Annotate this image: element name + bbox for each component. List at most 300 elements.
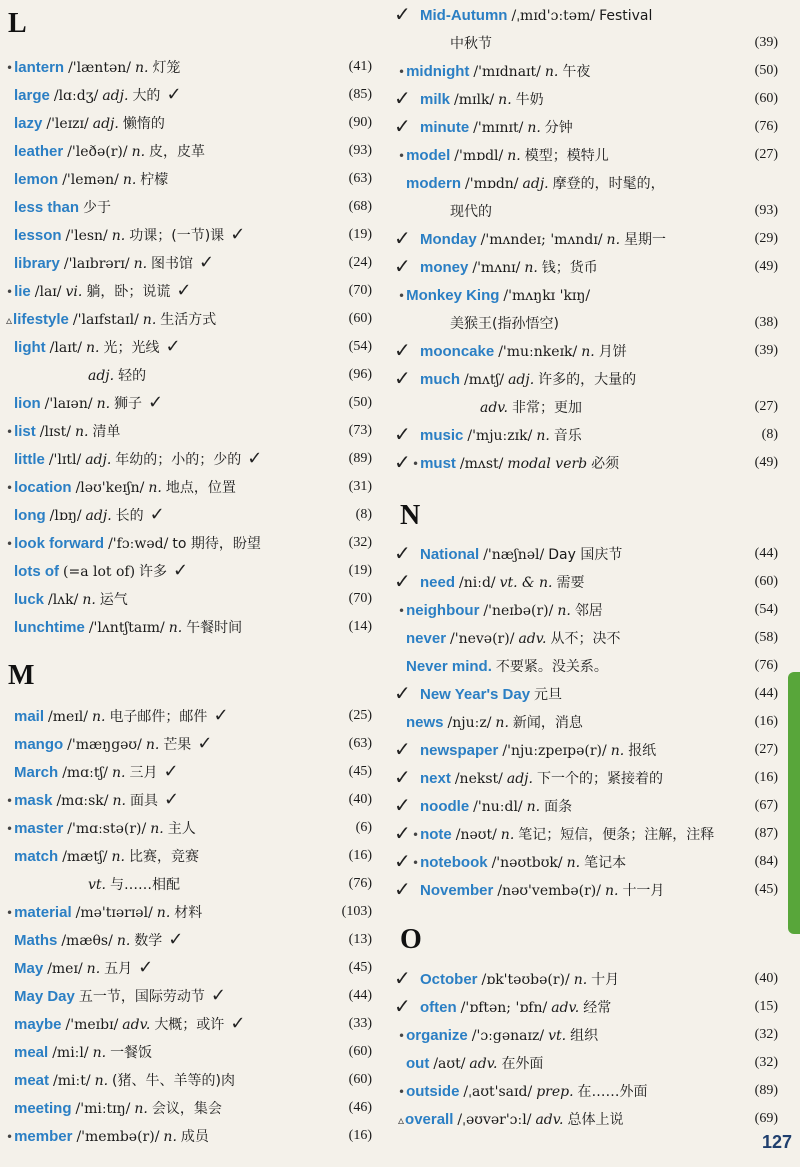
phonetic: /'laɪən/ — [44, 396, 93, 412]
dictionary-entry — [406, 1052, 543, 1074]
dictionary-entry — [406, 627, 620, 649]
dictionary-entry — [420, 424, 582, 446]
phonetic: /nəʊt/ — [455, 827, 497, 843]
meaning: 成员 — [180, 1129, 209, 1145]
page-ref: (39) — [754, 35, 778, 50]
page-ref: (89) — [754, 1083, 778, 1098]
dictionary-entry — [14, 929, 183, 951]
dictionary-entry — [420, 879, 664, 901]
dictionary-entry — [14, 1097, 222, 1119]
part-of-speech: n. — [116, 933, 131, 949]
meaning: 芒果 — [163, 737, 192, 753]
headword: National — [420, 546, 480, 563]
part-of-speech: n. — [495, 715, 509, 731]
check-mark: ✓ — [176, 280, 192, 301]
meaning: 与……相配 — [110, 877, 180, 893]
headword: mail — [14, 708, 45, 725]
meaning: 主人 — [167, 821, 196, 837]
part-of-speech: n. — [566, 855, 581, 871]
dictionary-entry — [6, 420, 120, 442]
entry-bullet: • — [6, 61, 14, 75]
dictionary-entry — [84, 364, 146, 386]
phonetic: /'leðə(r)/ — [67, 144, 128, 160]
part-of-speech: n. — [163, 1129, 177, 1145]
part-of-speech: n. — [112, 765, 126, 781]
page-ref: (25) — [348, 708, 372, 723]
headword: look forward — [14, 535, 105, 552]
dictionary-entry — [446, 32, 492, 54]
section-letter-o: O — [400, 924, 422, 955]
dictionary-entry — [406, 711, 583, 733]
page-ref: (54) — [348, 339, 372, 354]
check-mark: ✓ — [163, 761, 179, 782]
dictionary-entry — [14, 705, 229, 727]
part-of-speech: n. — [604, 883, 619, 899]
dictionary-entry — [420, 543, 622, 565]
page-ref: (31) — [348, 479, 372, 494]
headword: mask — [14, 792, 53, 809]
meaning: 星期一 — [624, 232, 667, 248]
meaning: 一餐饭 — [110, 1045, 153, 1061]
meaning: 三月 — [129, 765, 158, 781]
meaning: 组织 — [570, 1028, 599, 1044]
meaning: 十一月 — [622, 883, 665, 899]
entry-bullet: ▵ — [398, 1113, 405, 1127]
dictionary-entry — [14, 112, 165, 134]
part-of-speech: n. — [122, 172, 137, 188]
page-ref: (45) — [348, 764, 372, 779]
dictionary-entry — [406, 172, 665, 194]
entry-bullet: • — [398, 1085, 406, 1099]
headword: match — [14, 848, 59, 865]
headword: library — [14, 255, 60, 272]
headword: lantern — [14, 59, 65, 76]
entry-bullet: • — [6, 906, 14, 920]
dictionary-entry — [6, 789, 179, 811]
page-ref: (60) — [754, 574, 778, 589]
meaning: Festival — [599, 8, 653, 24]
meaning: 牛奶 — [515, 92, 544, 108]
phonetic: /'mɑːstə(r)/ — [67, 821, 147, 837]
phonetic: /ˌəʊvər'ɔːl/ — [457, 1112, 532, 1128]
meaning: 下一个的；紧接着的 — [536, 771, 663, 787]
part-of-speech: n. — [573, 972, 588, 988]
headword: often — [420, 999, 457, 1016]
headword: mango — [14, 736, 64, 753]
phonetic: /'miːtɪŋ/ — [75, 1101, 131, 1117]
headword: May Day — [14, 988, 75, 1005]
page-ref: (19) — [348, 563, 372, 578]
meaning: 新闻，消息 — [512, 715, 583, 731]
phonetic: /mætʃ/ — [62, 849, 108, 865]
part-of-speech: n. — [581, 344, 595, 360]
headword: lemon — [14, 171, 59, 188]
meaning: 在……外面 — [577, 1084, 648, 1100]
entry-bullet: • — [6, 794, 14, 808]
dictionary-entry — [420, 996, 611, 1018]
phonetic: /nəʊ'vembə(r)/ — [497, 883, 601, 899]
phonetic: /mɪlk/ — [454, 92, 495, 108]
page-ref: (44) — [754, 686, 778, 701]
check-mark: ✓ — [197, 733, 213, 754]
headword: milk — [420, 91, 451, 108]
headword: material — [14, 904, 72, 921]
dictionary-entry — [14, 733, 212, 755]
check-mark: ✓ — [394, 541, 411, 565]
meaning: 狮子 — [114, 396, 143, 412]
dictionary-entry — [420, 340, 627, 362]
phonetic: /'mʌndeɪ; 'mʌndɪ/ — [480, 232, 603, 248]
phonetic: /'membə(r)/ — [76, 1129, 160, 1145]
entry-bullet: • — [6, 285, 14, 299]
page-ref: (29) — [754, 231, 778, 246]
phonetic: /ˌaʊt'saɪd/ — [463, 1084, 533, 1100]
phonetic: /'mɪnɪt/ — [473, 120, 524, 136]
part-of-speech: n. — [96, 396, 111, 412]
headword: location — [14, 479, 72, 496]
meaning: 大概；或许 — [154, 1017, 225, 1033]
phonetic: /'ɒftən; 'ɒfn/ — [460, 1000, 548, 1016]
page-ref: (13) — [348, 932, 372, 947]
part-of-speech: n. — [168, 620, 183, 636]
page-ref: (16) — [348, 1128, 372, 1143]
meaning: 摩登的，时髦的， — [552, 176, 665, 192]
dictionary-entry — [6, 280, 191, 302]
meaning: 午夜 — [562, 64, 591, 80]
part-of-speech: adj. — [522, 176, 549, 192]
dictionary-entry — [14, 957, 153, 979]
dictionary-entry — [420, 795, 572, 817]
dictionary-entry — [398, 284, 590, 306]
page-ref: (24) — [348, 255, 372, 270]
part-of-speech: adv. — [480, 400, 509, 416]
check-mark: ✓ — [394, 86, 411, 110]
dictionary-entry — [420, 683, 562, 705]
meaning: 五一节，国际劳动节 — [78, 989, 205, 1005]
check-mark: ✓ — [199, 252, 215, 273]
headword: lots of — [14, 563, 59, 580]
page-ref: (93) — [348, 143, 372, 158]
page-ref: (68) — [348, 199, 372, 214]
meaning: 功课；(一节)课 — [129, 228, 225, 244]
part-of-speech: n. — [524, 260, 538, 276]
phonetic: /'ɔːgənaɪz/ — [471, 1028, 545, 1044]
page-ref: (89) — [348, 451, 372, 466]
headword: need — [420, 574, 456, 591]
check-mark: ✓ — [166, 84, 182, 105]
check-mark: ✓ — [394, 681, 411, 705]
phonetic: /'nevə(r)/ — [450, 631, 515, 647]
part-of-speech: n. — [527, 120, 541, 136]
part-of-speech: adj. — [508, 372, 535, 388]
part-of-speech: n. — [526, 799, 541, 815]
dictionary-entry — [6, 308, 216, 330]
page-ref: (96) — [348, 367, 372, 382]
meaning: 长的 — [115, 508, 144, 524]
section-letter-n: N — [400, 500, 421, 531]
page-ref: (87) — [754, 826, 778, 841]
section-letter-l: L — [8, 8, 27, 39]
headword: modern — [406, 175, 462, 192]
page-ref: (84) — [754, 854, 778, 869]
page-ref: (16) — [754, 714, 778, 729]
meaning: 在外面 — [501, 1056, 544, 1072]
page-ref: (60) — [348, 1044, 372, 1059]
dictionary-entry — [6, 817, 196, 839]
check-mark: ✓ — [230, 224, 246, 245]
page-ref: (54) — [754, 602, 778, 617]
entry-bullet: • — [398, 65, 406, 79]
part-of-speech: n. — [112, 793, 126, 809]
entry-bullet: • — [398, 604, 406, 618]
part-of-speech: n. — [142, 312, 157, 328]
section-letter-m: M — [8, 660, 35, 691]
meaning: 面具 — [129, 793, 158, 809]
part-of-speech: n. — [94, 1073, 109, 1089]
phonetic: /mɑːtʃ/ — [62, 765, 109, 781]
page-ref: (49) — [754, 455, 778, 470]
headword: music — [420, 427, 464, 444]
page-ref: (93) — [754, 203, 778, 218]
headword: lazy — [14, 115, 43, 132]
meaning: 经常 — [583, 1000, 612, 1016]
entry-bullet: • — [398, 1029, 406, 1043]
phonetic: /'lesn/ — [65, 228, 108, 244]
part-of-speech: adv. — [469, 1056, 498, 1072]
part-of-speech: n. — [82, 592, 96, 608]
part-of-speech: prep. — [536, 1084, 574, 1100]
check-mark: ✓ — [394, 849, 411, 873]
dictionary-entry — [6, 1125, 209, 1147]
page-ref: (38) — [754, 315, 778, 330]
phonetic: /'meɪbɪ/ — [65, 1017, 119, 1033]
headword: little — [14, 451, 45, 468]
entry-bullet: • — [398, 289, 406, 303]
dictionary-entry — [6, 56, 180, 78]
page-ref: (70) — [348, 591, 372, 606]
headword: meeting — [14, 1100, 72, 1117]
page-ref: (103) — [341, 904, 372, 919]
part-of-speech: adj. — [85, 508, 112, 524]
dictionary-entry — [14, 140, 205, 162]
check-mark: ✓ — [149, 504, 165, 525]
dictionary-entry — [398, 1024, 598, 1046]
headword: leather — [14, 143, 64, 160]
dictionary-entry — [420, 767, 663, 789]
phonetic: /meɪ/ — [47, 961, 83, 977]
headword: minute — [420, 119, 470, 136]
headword: lion — [14, 395, 41, 412]
phonetic: /mɑːsk/ — [56, 793, 109, 809]
part-of-speech: n. — [557, 603, 571, 619]
meaning: 非常；更加 — [512, 400, 583, 416]
entry-bullet: ▵ — [6, 313, 13, 327]
dictionary-entry — [14, 985, 226, 1007]
page-ref: (63) — [348, 171, 372, 186]
dictionary-entry — [406, 655, 608, 677]
phonetic: /'læntən/ — [68, 60, 131, 76]
check-mark: ✓ — [394, 793, 411, 817]
part-of-speech: n. — [148, 480, 162, 496]
meaning: 报纸 — [628, 743, 657, 759]
phonetic: /'laɪbrərɪ/ — [63, 256, 130, 272]
dictionary-entry — [420, 4, 652, 26]
check-mark: ✓ — [247, 448, 263, 469]
headword: must — [420, 455, 456, 472]
entry-bullet: • — [6, 1130, 14, 1144]
dictionary-entry — [14, 168, 168, 190]
check-mark: ✓ — [394, 877, 411, 901]
part-of-speech: vt. & n. — [499, 575, 553, 591]
meaning: 五月 — [104, 961, 133, 977]
headword: money — [420, 259, 469, 276]
dictionary-entry — [14, 560, 188, 582]
headword: lesson — [14, 227, 62, 244]
phonetic: /ˌmɪd'ɔːtəm/ — [511, 8, 596, 24]
page-ref: (70) — [348, 283, 372, 298]
part-of-speech: vt. — [88, 877, 106, 893]
headword: May — [14, 960, 44, 977]
page-ref: (39) — [754, 343, 778, 358]
page-ref: (50) — [348, 395, 372, 410]
phonetic: /'laɪfstaɪl/ — [72, 312, 139, 328]
phonetic: /mæθs/ — [61, 933, 113, 949]
meaning: 比赛，竞赛 — [128, 849, 199, 865]
meaning: 笔记本 — [584, 855, 627, 871]
check-mark: ✓ — [394, 450, 411, 474]
page-ref: (60) — [754, 91, 778, 106]
check-mark: ✓ — [148, 392, 164, 413]
dictionary-entry — [420, 228, 666, 250]
page-ref: (73) — [348, 423, 372, 438]
phonetic: /'mɒdn/ — [465, 176, 519, 192]
entry-bullet: • — [6, 425, 14, 439]
page-ref: (27) — [754, 399, 778, 414]
meaning: 年幼的；小的；少的 — [115, 452, 242, 468]
part-of-speech: adj. — [506, 771, 533, 787]
entry-bullet: • — [412, 828, 420, 842]
meaning: 中秋节 — [450, 36, 492, 52]
check-mark: ✓ — [394, 994, 411, 1018]
headword: mooncake — [420, 343, 495, 360]
page-ref: (27) — [754, 147, 778, 162]
headword: news — [406, 714, 444, 731]
dictionary-entry — [420, 256, 598, 278]
page-ref: (19) — [348, 227, 372, 242]
part-of-speech: adj. — [88, 368, 115, 384]
page-ref: (69) — [754, 1111, 778, 1126]
page-ref: (60) — [348, 311, 372, 326]
dictionary-entry — [14, 196, 111, 218]
phonetic: /'mʌnɪ/ — [472, 260, 521, 276]
meaning: 总体上说 — [567, 1112, 624, 1128]
page-ref: (8) — [761, 427, 778, 442]
meaning: 月饼 — [598, 344, 627, 360]
dictionary-entry — [14, 1041, 152, 1063]
meaning: 光；光线 — [103, 340, 160, 356]
headword: outside — [406, 1083, 460, 1100]
dictionary-entry — [14, 588, 128, 610]
phonetic: /ləʊ'keɪʃn/ — [75, 480, 145, 496]
page-ref: (32) — [348, 535, 372, 550]
check-mark: ✓ — [394, 765, 411, 789]
phonetic: /'lemən/ — [62, 172, 119, 188]
dictionary-entry — [6, 532, 261, 554]
phonetic: /'mɒdl/ — [454, 148, 504, 164]
part-of-speech: vi. — [65, 284, 83, 300]
headword: Maths — [14, 932, 58, 949]
headword: lie — [14, 283, 31, 300]
dictionary-entry — [14, 84, 182, 106]
dictionary-entry — [420, 88, 544, 110]
dictionary-entry — [14, 392, 163, 414]
headword: lifestyle — [13, 311, 69, 328]
dictionary-entry — [420, 116, 573, 138]
dictionary-entry — [14, 761, 179, 783]
meaning: 模型；模特儿 — [524, 148, 609, 164]
check-mark: ✓ — [165, 336, 181, 357]
headword: overall — [405, 1111, 454, 1128]
meaning: 躺，卧；说谎 — [86, 284, 171, 300]
headword: meat — [14, 1072, 50, 1089]
dictionary-entry — [398, 1108, 623, 1130]
part-of-speech: adv. — [535, 1112, 564, 1128]
dictionary-entry — [14, 336, 181, 358]
meaning: 必须 — [591, 456, 620, 472]
meaning: 需要 — [556, 575, 585, 591]
entry-bullet: • — [6, 822, 14, 836]
meaning: 许多的，大量的 — [538, 372, 637, 388]
headword: out — [406, 1055, 430, 1072]
meaning: Day 国庆节 — [548, 547, 623, 563]
entry-bullet: • — [6, 537, 14, 551]
phonetic: /aʊt/ — [433, 1056, 466, 1072]
page-ref: (14) — [348, 619, 372, 634]
dictionary-entry — [446, 200, 492, 222]
dictionary-entry — [398, 599, 603, 621]
part-of-speech: adj. — [102, 88, 129, 104]
page-ref: (49) — [754, 259, 778, 274]
side-tab — [788, 672, 800, 934]
meaning: 大的 — [132, 88, 161, 104]
meaning: 数学 — [134, 933, 163, 949]
page-ref: (46) — [348, 1100, 372, 1115]
part-of-speech: n. — [74, 424, 89, 440]
page-ref: (32) — [754, 1027, 778, 1042]
page-ref: (76) — [754, 658, 778, 673]
headword: noodle — [420, 798, 470, 815]
check-mark: ✓ — [394, 114, 411, 138]
page-ref: (76) — [754, 119, 778, 134]
meaning: 材料 — [174, 905, 203, 921]
part-of-speech: n. — [145, 737, 160, 753]
meaning: (猪、牛、羊等的)肉 — [112, 1073, 235, 1089]
phonetic: /meɪl/ — [48, 709, 88, 725]
meaning: 皮，皮革 — [149, 144, 206, 160]
dictionary-entry — [14, 616, 242, 638]
part-of-speech: vt. — [548, 1028, 567, 1044]
part-of-speech: modal verb — [507, 456, 588, 472]
phonetic: /'mɪdnaɪt/ — [473, 64, 541, 80]
phonetic: /miːt/ — [53, 1073, 91, 1089]
phonetic: /lɑːdʒ/ — [53, 88, 99, 104]
entry-bullet: • — [6, 481, 14, 495]
meaning: 从不；决不 — [550, 631, 621, 647]
dictionary-entry — [14, 448, 262, 470]
check-mark: ✓ — [394, 254, 411, 278]
part-of-speech: n. — [111, 849, 125, 865]
phonetic: /laɪt/ — [49, 340, 83, 356]
